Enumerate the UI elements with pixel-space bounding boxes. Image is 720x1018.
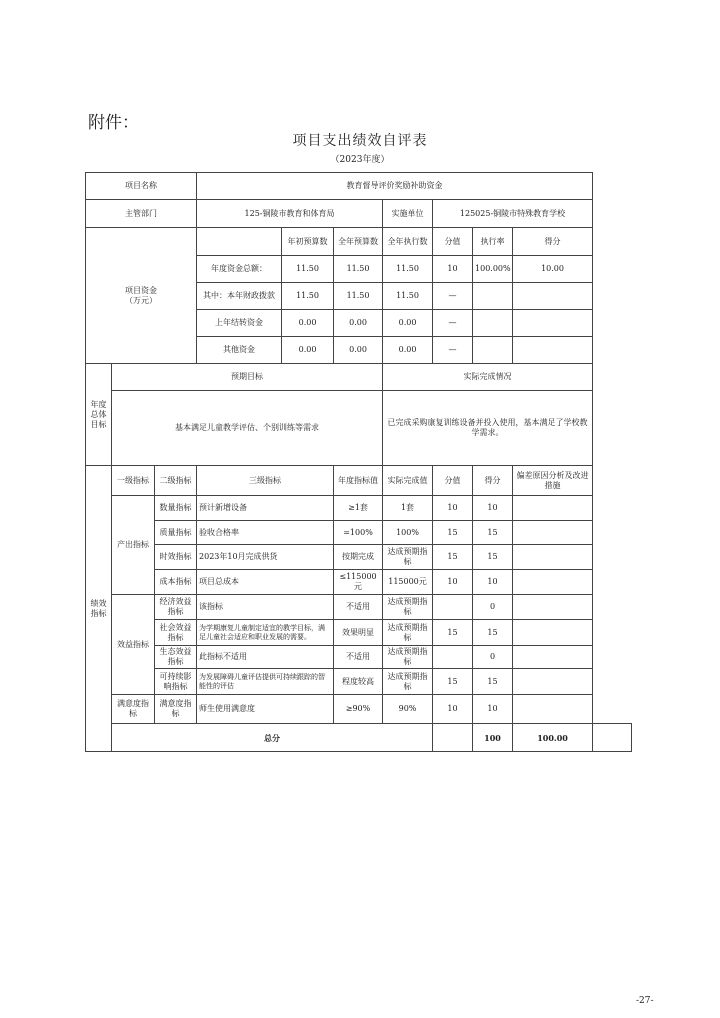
funds-cell: 0.00 — [383, 310, 433, 337]
table-row — [86, 545, 632, 570]
score-value: 15 — [433, 521, 473, 545]
level2-indicator: 满意度指标 — [155, 695, 197, 724]
score-value: 10 — [433, 695, 473, 724]
impl-label: 实施单位 — [383, 200, 433, 228]
funds-cell: 0.00 — [282, 337, 334, 364]
project-name-label: 项目名称 — [86, 173, 197, 200]
level3-indicator: 为发展障碍儿童评估提供可持续跟踪的智能性的评估 — [197, 669, 334, 695]
dept-label: 主管部门 — [86, 200, 197, 228]
impl-value: 125025-铜陵市特殊教育学校 — [433, 200, 593, 228]
indicator-header: 二级指标 — [155, 466, 197, 496]
funds-cell: 11.50 — [282, 256, 334, 283]
funds-header: 执行率 — [473, 228, 513, 256]
funds-cell: — — [433, 310, 473, 337]
indicator-header: 三级指标 — [197, 466, 334, 496]
level3-indicator: 师生使用满意度 — [197, 695, 334, 724]
deviation-note — [513, 570, 593, 595]
funds-header: 年初预算数 — [282, 228, 334, 256]
actual-result-text: 已完成采购康复训练设备并投入使用，基本满足了学校教学需求。 — [383, 391, 593, 466]
deviation-note — [513, 521, 593, 545]
total-blank — [433, 724, 473, 752]
score-value: 15 — [433, 545, 473, 570]
attachment-label: 附件： — [88, 113, 139, 133]
funds-cell: 11.50 — [334, 283, 383, 310]
deviation-note — [513, 496, 593, 521]
actual-value: 达成预期指标 — [383, 669, 433, 695]
target-value: ≤115000元 — [334, 570, 383, 595]
actual-value: 达成预期指标 — [383, 620, 433, 646]
funds-cell — [513, 310, 593, 337]
target-value: ≥90% — [334, 695, 383, 724]
funds-row-name: 年度资金总额： — [197, 256, 282, 283]
got-value: 15 — [473, 521, 513, 545]
indicator-header: 得分 — [473, 466, 513, 496]
got-value: 0 — [473, 646, 513, 669]
funds-cell: 11.50 — [282, 283, 334, 310]
funds-cell: 0.00 — [383, 337, 433, 364]
total-got: 100.00 — [513, 724, 593, 752]
score-value: 15 — [433, 669, 473, 695]
deviation-note — [513, 669, 593, 695]
level3-indicator: 此指标不适用 — [197, 646, 334, 669]
funds-header: 全年执行数 — [383, 228, 433, 256]
funds-cell: 0.00 — [334, 310, 383, 337]
funds-header-blank — [197, 228, 282, 256]
funds-label: 项目资金 （万元） — [86, 228, 197, 364]
funds-cell: 11.50 — [334, 256, 383, 283]
actual-value: 90% — [383, 695, 433, 724]
got-value: 10 — [473, 496, 513, 521]
level2-indicator: 经济效益指标 — [155, 595, 197, 620]
target-value: =100% — [334, 521, 383, 545]
funds-header: 得分 — [513, 228, 593, 256]
indicator-header: 一级指标 — [112, 466, 155, 496]
table-row — [86, 364, 632, 391]
actual-value: 100% — [383, 521, 433, 545]
indicator-header: 偏差原因分析及改进措施 — [513, 466, 593, 496]
dept-value: 125-铜陵市教育和体育局 — [197, 200, 383, 228]
deviation-note — [513, 695, 593, 724]
level1-indicator: 满意度指标 — [112, 695, 155, 724]
table-row — [86, 496, 632, 521]
funds-cell — [513, 283, 593, 310]
level3-indicator: 预计新增设备 — [197, 496, 334, 521]
level2-indicator: 时效指标 — [155, 545, 197, 570]
actual-value: 115000元 — [383, 570, 433, 595]
funds-cell: 11.50 — [383, 283, 433, 310]
score-value: 15 — [433, 620, 473, 646]
got-value: 10 — [473, 695, 513, 724]
page-subtitle: （2023年度） — [330, 155, 390, 165]
table-row — [86, 391, 632, 466]
got-value: 10 — [473, 570, 513, 595]
total-note — [593, 724, 632, 752]
total-label: 总分 — [112, 724, 433, 752]
actual-value: 达成预期指标 — [383, 545, 433, 570]
self-evaluation-table — [85, 172, 632, 752]
level2-indicator: 生态效益指标 — [155, 646, 197, 669]
funds-cell — [473, 310, 513, 337]
project-name: 教育督导评价奖励补助资金 — [197, 173, 593, 200]
table-row — [86, 646, 632, 669]
annual-goal-label: 年度总体目标 — [86, 364, 112, 466]
funds-cell: 0.00 — [282, 310, 334, 337]
table-row — [86, 466, 632, 496]
expected-goal-label: 预期目标 — [112, 364, 383, 391]
level2-indicator: 数量指标 — [155, 496, 197, 521]
table-row — [86, 173, 632, 200]
funds-cell — [473, 337, 513, 364]
deviation-note — [513, 620, 593, 646]
level2-indicator: 质量指标 — [155, 521, 197, 545]
target-value: 不适用 — [334, 595, 383, 620]
got-value: 15 — [473, 545, 513, 570]
funds-cell: 11.50 — [383, 256, 433, 283]
funds-cell: 100.00% — [473, 256, 513, 283]
deviation-note — [513, 646, 593, 669]
actual-result-label: 实际完成情况 — [383, 364, 593, 391]
indicator-header: 分值 — [433, 466, 473, 496]
got-value: 15 — [473, 669, 513, 695]
page-title: 项目支出绩效自评表 — [292, 133, 428, 149]
table-row — [86, 695, 632, 724]
table-row — [86, 521, 632, 545]
funds-cell: 10 — [433, 256, 473, 283]
level2-indicator: 可持续影响指标 — [155, 669, 197, 695]
table-row — [86, 595, 632, 620]
score-value — [433, 595, 473, 620]
page-number: -27- — [636, 996, 654, 1006]
indicator-header: 实际完成值 — [383, 466, 433, 496]
score-value — [433, 646, 473, 669]
level3-indicator: 为学期康复儿童制定适宜的教学目标，满足儿童社会适应和职业发展的需要。 — [197, 620, 334, 646]
funds-header: 分值 — [433, 228, 473, 256]
target-value: ≥1套 — [334, 496, 383, 521]
table-row — [86, 570, 632, 595]
funds-header: 全年预算数 — [334, 228, 383, 256]
deviation-note — [513, 595, 593, 620]
level3-indicator: 该指标 — [197, 595, 334, 620]
table-row — [86, 724, 632, 752]
level1-indicator: 产出指标 — [112, 496, 155, 595]
level2-indicator: 成本指标 — [155, 570, 197, 595]
indicator-header: 年度指标值 — [334, 466, 383, 496]
target-value: 按期完成 — [334, 545, 383, 570]
level1-indicator: 效益指标 — [112, 595, 155, 695]
funds-cell: — — [433, 283, 473, 310]
total-score: 100 — [473, 724, 513, 752]
funds-row-name: 其中：本年财政拨款 — [197, 283, 282, 310]
table-row — [86, 620, 632, 646]
score-value: 10 — [433, 496, 473, 521]
table-row — [86, 228, 632, 256]
target-value: 效果明显 — [334, 620, 383, 646]
actual-value: 达成预期指标 — [383, 595, 433, 620]
funds-cell — [513, 337, 593, 364]
level3-indicator: 项目总成本 — [197, 570, 334, 595]
table-row — [86, 200, 632, 228]
actual-value: 达成预期指标 — [383, 646, 433, 669]
funds-row-name: 其他资金 — [197, 337, 282, 364]
funds-cell: 10.00 — [513, 256, 593, 283]
funds-cell: — — [433, 337, 473, 364]
deviation-note — [513, 545, 593, 570]
level3-indicator: 2023年10月完成供货 — [197, 545, 334, 570]
score-value: 10 — [433, 570, 473, 595]
expected-goal-text: 基本满足儿童教学评估、个别训练等需求 — [112, 391, 383, 466]
actual-value: 1套 — [383, 496, 433, 521]
table-row — [86, 669, 632, 695]
level2-indicator: 社会效益指标 — [155, 620, 197, 646]
performance-indicator-label: 绩效指标 — [86, 466, 112, 752]
got-value: 15 — [473, 620, 513, 646]
target-value: 不适用 — [334, 646, 383, 669]
funds-cell — [473, 283, 513, 310]
funds-cell: 0.00 — [334, 337, 383, 364]
level3-indicator: 验收合格率 — [197, 521, 334, 545]
target-value: 程度较高 — [334, 669, 383, 695]
got-value: 0 — [473, 595, 513, 620]
funds-row-name: 上年结转资金 — [197, 310, 282, 337]
